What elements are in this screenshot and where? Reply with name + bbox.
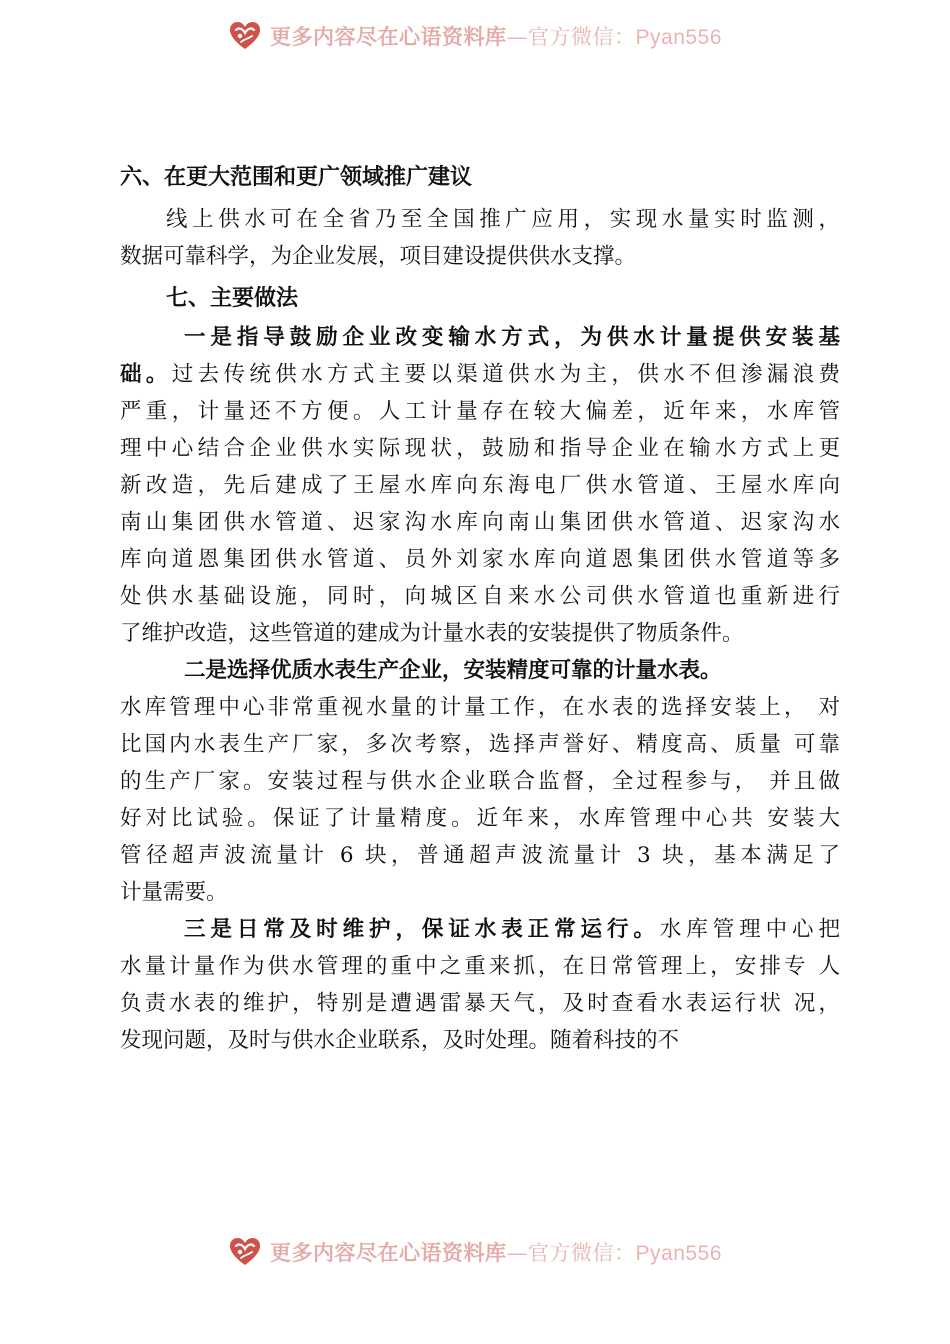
watermark-wechat-id: Pyan556 [635, 1242, 722, 1265]
watermark-text [270, 1237, 722, 1267]
section-7-heading: 七、主要做法 [166, 286, 299, 311]
practice-3-line: 负责水表的维护，特别是遭遇雷暴天气，及时查看水表运行状 况， [120, 991, 840, 1016]
practice-2-lead: 二是选择优质水表生产企业，安装精度可靠的计量水表。 [184, 658, 722, 683]
section-6-line-1: 线上供水可在全省乃至全国推广应用，实现水量实时监测， [166, 207, 840, 232]
footer-watermark [0, 1232, 950, 1272]
practice-1-line: 理中心结合企业供水实际现状，鼓励和指导企业在输水方式上更 [120, 436, 840, 461]
practice-1-line-2-text: 过去传统供水方式主要以渠道供水为主，供水不但渗漏浪费 [171, 362, 840, 387]
practice-2-line: 水库管理中心非常重视水量的计量工作，在水表的选择安装上， 对 [120, 695, 840, 720]
practice-1-line: 处供水基础设施，同时，向城区自来水公司供水管道也重新进行 [120, 584, 840, 609]
practice-2-line: 管径超声波流量计 6 块，普通超声波流量计 3 块，基本满足了 [120, 843, 840, 868]
practice-3-line: 发现问题，及时与供水企业联系，及时处理。随着科技的不 [120, 1028, 680, 1053]
practice-2-paragraph [120, 652, 840, 911]
practice-1-line: 了维护改造，这些管道的建成为计量水表的安装提供了物质条件。 [120, 621, 744, 646]
practice-3-paragraph [120, 911, 840, 1059]
practice-3-line-1-text: 水库管理中心把 [659, 917, 840, 942]
section-6-paragraph [120, 201, 840, 275]
practice-2-line: 计量需要。 [120, 880, 228, 905]
practice-2-line: 比国内水表生产厂家，多次考察，选择声誉好、精度高、质量 可靠 [120, 732, 840, 757]
watermark-title: 更多内容尽在心语资料库 [270, 24, 507, 49]
watermark-official-label: 官方微信： [528, 25, 636, 49]
practice-1-line: 库向道恩集团供水管道、员外刘家水库向道恩集团供水管道等多 [120, 547, 840, 572]
practice-1-line-2 [120, 356, 840, 393]
header-watermark [0, 16, 950, 56]
document-body [120, 158, 840, 1059]
practice-1-line: 严重，计量还不方便。人工计量存在较大偏差，近年来，水库管 [120, 399, 840, 424]
heart-logo-icon [228, 1235, 262, 1269]
section-6-line-2: 数据可靠科学，为企业发展，项目建设提供供水支撑。 [120, 244, 637, 269]
practice-1-line: 新改造，先后建成了王屋水库向东海电厂供水管道、王屋水库向 [120, 473, 840, 498]
watermark-title: 更多内容尽在心语资料库 [270, 1240, 507, 1265]
watermark-official-label: 官方微信： [528, 1241, 636, 1265]
section-6-heading: 六、在更大范围和更广领域推广建议 [120, 165, 473, 190]
practice-3-line: 水量计量作为供水管理的重中之重来抓，在日常管理上，安排专 人 [120, 954, 840, 979]
heart-logo-icon [228, 19, 262, 53]
practice-1-lead-end: 础。 [120, 362, 172, 387]
watermark-wechat-id: Pyan556 [635, 26, 722, 49]
practice-2-line: 的生产厂家。安装过程与供水企业联合监督，全过程参与， 并且做 [120, 769, 840, 794]
watermark-separator: — [506, 1241, 529, 1265]
practice-1-line: 南山集团供水管道、迟家沟水库向南山集团供水管道、迟家沟水 [120, 510, 840, 535]
practice-2-line: 好对比试验。保证了计量精度。近年来，水库管理中心共 安装大 [120, 806, 840, 831]
practice-1-paragraph [120, 319, 840, 652]
practice-1-lead: 一是指导鼓励企业改变输水方式，为供水计量提供安装基 [184, 325, 840, 350]
practice-3-lead: 三是日常及时维护，保证水表正常运行。 [184, 917, 660, 942]
watermark-text [270, 21, 722, 51]
watermark-separator: — [506, 25, 529, 49]
practice-3-line-1 [120, 911, 840, 948]
